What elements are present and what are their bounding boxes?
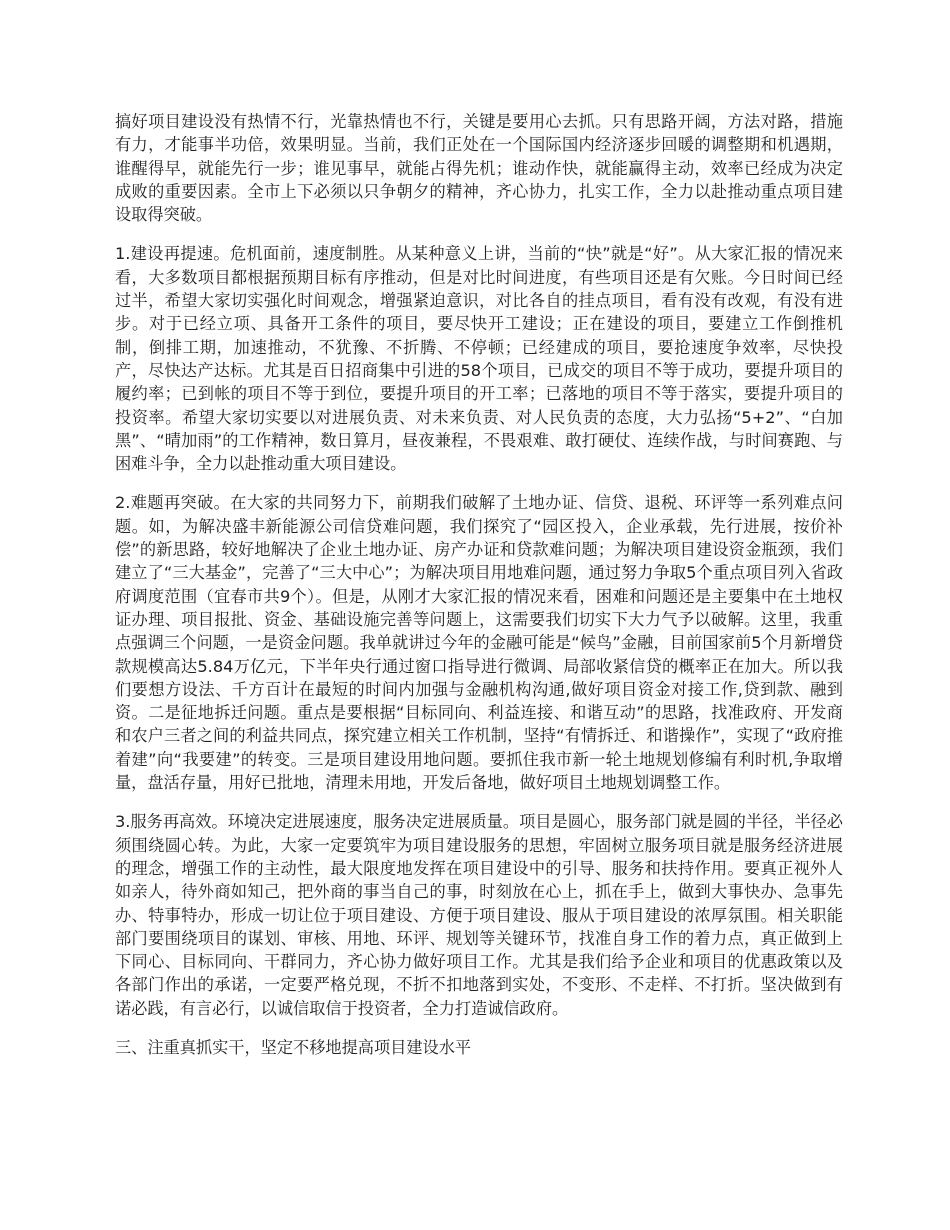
- section-3-paragraph: 3.服务再高效。环境决定进展速度，服务决定进展质量。项目是圆心，服务部门就是圆的半径，半径必须围绕圆心转。为此，大家一定要筑牢为项目建设服务的思想，牢固树立服务项目就是服务经济进展的理念，增强工作的主动性，最大限度地发挥在项目建设中的引导、服务和扶持作用。要真正视外人如亲人，待外商如知己，把外商的事当自己的事，时刻放在心上，抓在手上，做到大事快办、急事先办、特事特办，形成一切让位于项目建设、方便于项目建设、服从于项目建设的浓厚氛围。相关职能部门要围绕项目的谋划、审核、用地、环评、规划等关键环节，找准自身工作的着力点，真正做到上下同心、目标同向、干群同力，齐心协力做好项目工作。尤其是我们给予企业和项目的优惠政策以及各部门作出的承诺，一定要严格兑现，不折不扣地落到实处，不变形、不走样、不打折。坚决做到有诺必践，有言必行，以诚信取信于投资者，全力打造诚信政府。: [115, 812, 843, 1018]
- section-2-paragraph: 2.难题再突破。在大家的共同努力下，前期我们破解了土地办证、信贷、退税、环评等一系列难点问题。如，为解决盛丰新能源公司信贷难问题，我们探究了“园区投入，企业承载，先行进展，按价补偿”的新思路，较好地解决了企业土地办证、房产办证和贷款难问题；为解决项目建设资金瓶颈，我们建立了“三大基金”，完善了“三大中心”；为解决项目用地难问题，通过努力争取5个重点项目列入省政府调度范围（宜春市共9个）。但是，从刚才大家汇报的情况来看，困难和问题还是主要集中在土地权证办理、项目报批、资金、基础设施完善等问题上，这需要我们切实下大力气予以破解。这里，我重点强调三个问题，一是资金问题。我单就讲过今年的金融可能是“候鸟”金融，目前国家前5个月新增贷款规模高达5.84万亿元，下半年央行通过窗口指导进行微调、局部收紧信贷的概率正在加大。所以我们要想方设法、千方百计在最短的时间内加强与金融机构沟通,做好项目资金对接工作,贷到款、融到资。二是征地拆迁问题。重点是要根据“目标同向、利益连接、和谐互动”的思路，找准政府、开发商和农户三者之间的利益共同点，探究建立相关工作机制，坚持“有情拆迁、和谐操作”，实现了“政府推着建”向“我要建”的转变。三是项目建设用地问题。要抓住我市新一轮土地规划修编有利时机,争取增量，盘活存量，用好已批地，清理未用地，开发后备地，做好项目土地规划调整工作。: [115, 493, 843, 793]
- heading-part-3: 三、注重真抓实干，坚定不移地提高项目建设水平: [115, 1037, 472, 1057]
- section-1-paragraph: 1.建设再提速。危机面前，速度制胜。从某种意义上讲，当前的“快”就是“好”。从大家汇报的情况来看，大多数项目都根据预期目标有序推动，但是对比时间进度，有些项目还是有欠账。今日时间已经过半，希望大家切实强化时间观念，增强紧迫意识，对比各自的挂点项目，看有没有改观，有没有进步。对于已经立项、具备开工条件的项目，要尽快开工建设；正在建设的项目，要建立工作倒推机制，倒排工期，加速推动，不犹豫、不折腾、不停顿；已经建成的项目，要抢速度争效率，尽快投产，尽快达产达标。尤其是百日招商集中引进的58个项目，已成交的项目不等于成功，要提升项目的履约率；已到帐的项目不等于到位，要提升项目的开工率；已落地的项目不等于落实，要提升项目的投资率。希望大家切实要以对进展负责、对未来负责、对人民负责的态度，大力弘扬“5+2”、“白加黑”、“晴加雨”的工作精神，数日算月，昼夜兼程，不畏艰难、敢打硬仗、连续作战，与时间赛跑、与困难斗争，全力以赴推动重大项目建设。: [115, 244, 843, 474]
- intro-paragraph: 搞好项目建设没有热情不行，光靠热情也不行，关键是要用心去抓。只有思路开阔，方法对路，措施有力，才能事半功倍，效果明显。当前，我们正处在一个国际国内经济逐步回暖的调整期和机遇期，谁醒得早，就能先行一步；谁见事早，就能占得先机；谁动作快，就能赢得主动，效率已经成为决定成败的重要因素。全市上下必须以只争朝夕的精神，齐心协力，扎实工作，全力以赴推动重点项目建设取得突破。: [115, 112, 843, 225]
- document-page: [115, 110, 843, 1059]
